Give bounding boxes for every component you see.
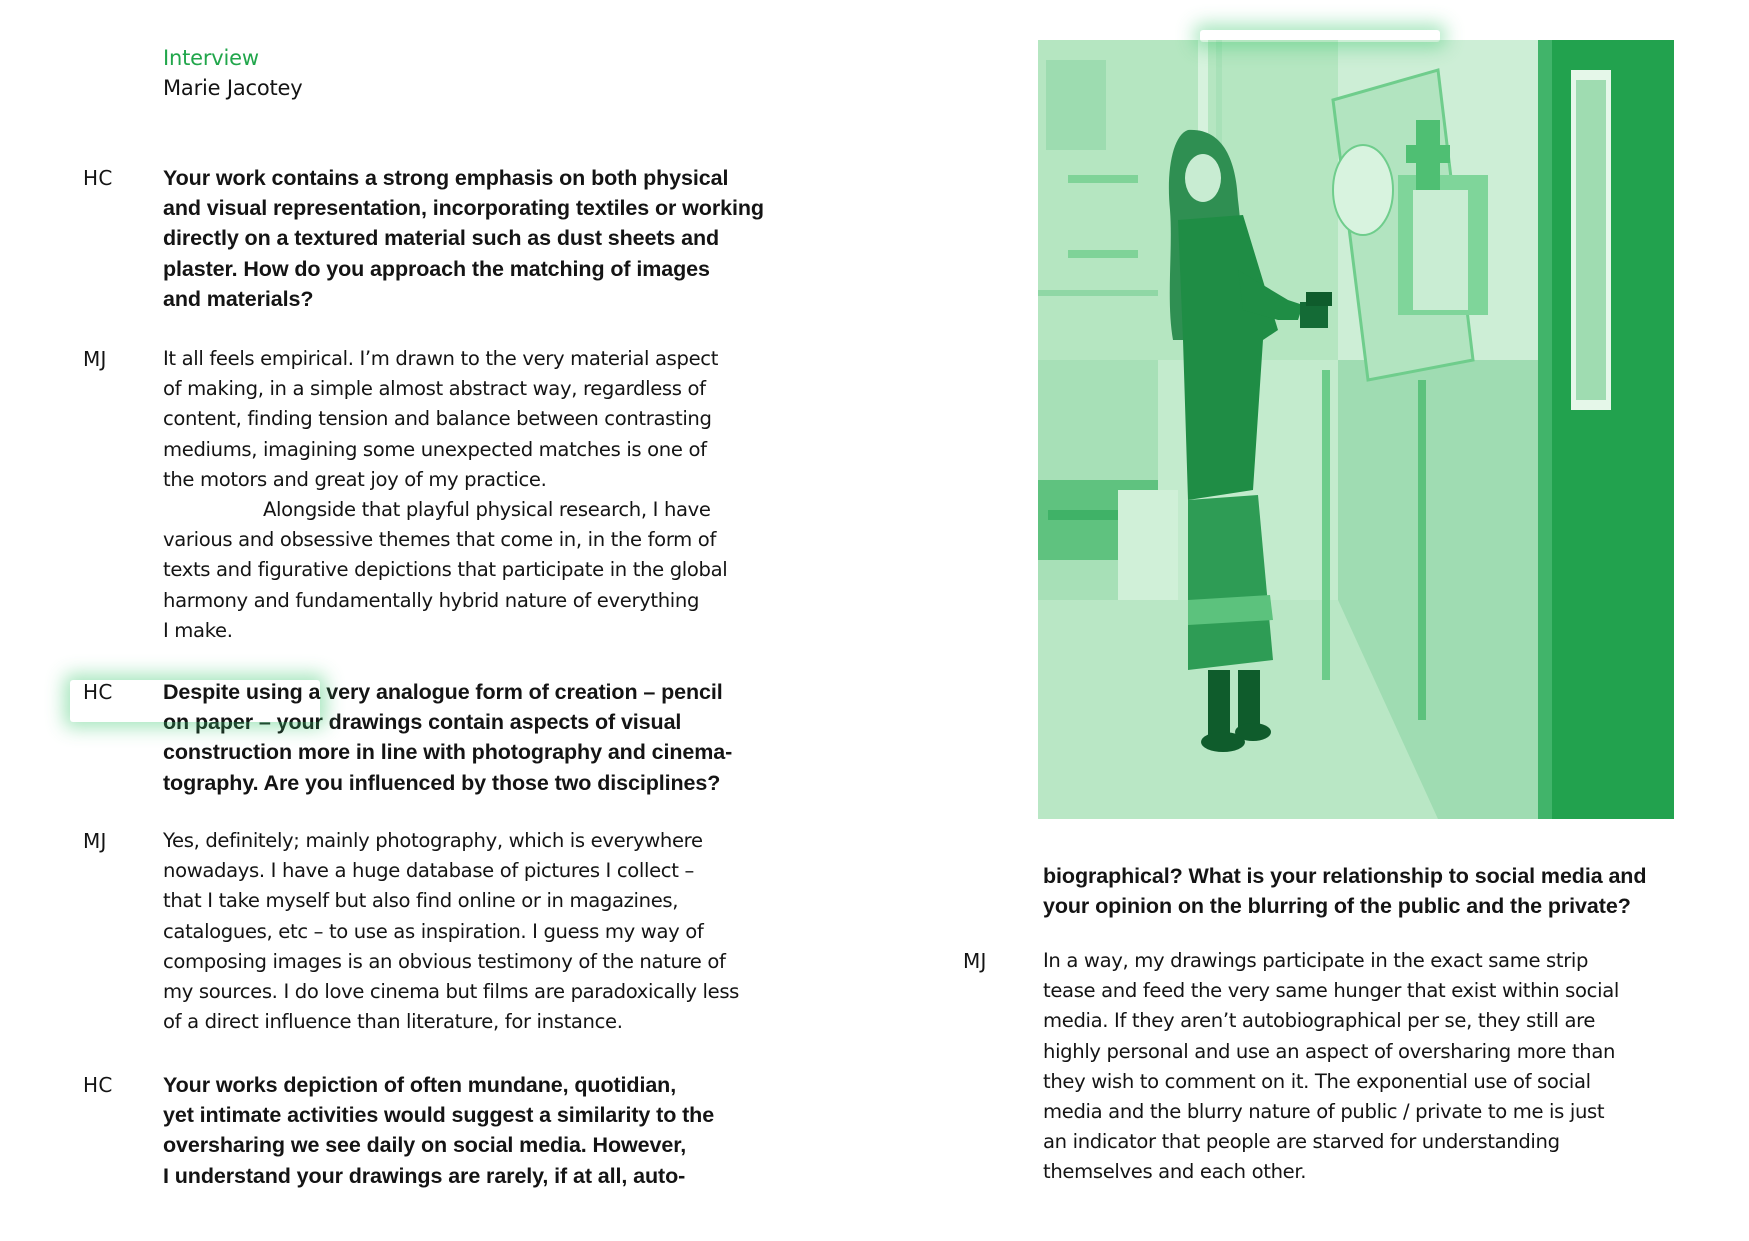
text-line: content, finding tension and balance between contrasting — [163, 407, 712, 431]
text-line: mediums, imagining some unexpected matches is one of — [163, 437, 707, 461]
question-text — [1043, 861, 1646, 921]
text-line: an indicator that people are starved for understanding — [1043, 1130, 1560, 1154]
text-line: of a direct influence than literature, for instance. — [163, 1010, 623, 1034]
duotone-photo-illustration — [1038, 40, 1674, 819]
text-line: media and the blurry nature of public / private to me is just — [1043, 1100, 1605, 1124]
text-line: texts and figurative depictions that participate in the global — [163, 558, 728, 582]
text-line: various and obsessive themes that come in, in the form of — [163, 528, 716, 552]
answer-text — [163, 826, 739, 1037]
speaker-label: HC — [83, 680, 113, 704]
text-line: composing images is an obvious testimony of the nature of — [163, 949, 726, 973]
question-text — [163, 163, 764, 314]
text-line: harmony and fundamentally hybrid nature of everything — [163, 588, 700, 612]
text-line: Alongside that playful physical research, I have — [263, 498, 711, 522]
text-line: I understand your drawings are rarely, if at all, auto- — [163, 1163, 686, 1188]
text-line: tease and feed the very same hunger that exist within social — [1043, 979, 1619, 1003]
text-line: themselves and each other. — [1043, 1160, 1307, 1184]
answer-text — [1043, 946, 1619, 1188]
text-line: highly personal and use an aspect of oversharing more than — [1043, 1039, 1616, 1063]
text-line: Despite using a very analogue form of creation – pencil — [163, 680, 723, 704]
text-line: my sources. I do love cinema but films are paradoxically less — [163, 980, 740, 1004]
text-line: and visual representation, incorporating textiles or working — [163, 196, 764, 221]
text-line: the motors and great joy of my practice. — [163, 467, 547, 491]
text-line: media. If they aren’t autobiographical per se, they still are — [1043, 1009, 1596, 1033]
text-line: they wish to comment on it. The exponential use of social — [1043, 1069, 1591, 1093]
text-line: of making, in a simple almost abstract way, regardless of — [163, 377, 706, 401]
text-line: catalogues, etc – to use as inspiration. I guess my way of — [163, 919, 704, 943]
text-line: and materials? — [163, 286, 314, 311]
text-line: that I take myself but also find online or in magazines, — [163, 889, 679, 913]
text-line: directly on a textured material such as dust sheets and — [163, 226, 720, 251]
text-line: Your works depiction of often mundane, quotidian, — [163, 1073, 677, 1097]
speaker-label: MJ — [963, 949, 987, 973]
text-line: Yes, definitely; mainly photography, which is everywhere — [163, 829, 703, 852]
text-line: tography. Are you influenced by those two disciplines? — [163, 770, 721, 795]
text-line: on paper – your drawings contain aspects of visual — [163, 710, 682, 735]
text-line: I make. — [163, 618, 233, 642]
text-line: yet intimate activities would suggest a similarity to the — [163, 1103, 715, 1128]
question-text — [163, 1070, 714, 1191]
text-line: construction more in line with photography and cinema- — [163, 740, 733, 765]
text-line: oversharing we see daily on social media. However, — [163, 1133, 687, 1158]
text-line: It all feels empirical. I’m drawn to the very material aspect — [163, 347, 719, 370]
speaker-label: HC — [83, 1073, 113, 1097]
text-line: Your work contains a strong emphasis on both physical — [163, 166, 729, 190]
speaker-label: HC — [83, 166, 113, 190]
text-line: biographical? What is your relationship to social media and — [1043, 864, 1647, 888]
text-line: In a way, my drawings participate in the exact same strip — [1043, 949, 1589, 972]
text-line: your opinion on the blurring of the public and the private? — [1043, 894, 1631, 919]
text-line: nowadays. I have a huge database of pictures I collect – — [163, 859, 694, 883]
section-kicker: Interview — [163, 46, 259, 70]
answer-text — [163, 344, 727, 646]
speaker-label: MJ — [83, 347, 107, 371]
interviewee-name: Marie Jacotey — [163, 76, 303, 100]
speaker-label: MJ — [83, 829, 107, 853]
artist-studio-photo — [1038, 40, 1674, 819]
text-line: plaster. How do you approach the matching of images — [163, 256, 710, 281]
question-text — [163, 677, 732, 798]
article-header — [163, 43, 303, 103]
